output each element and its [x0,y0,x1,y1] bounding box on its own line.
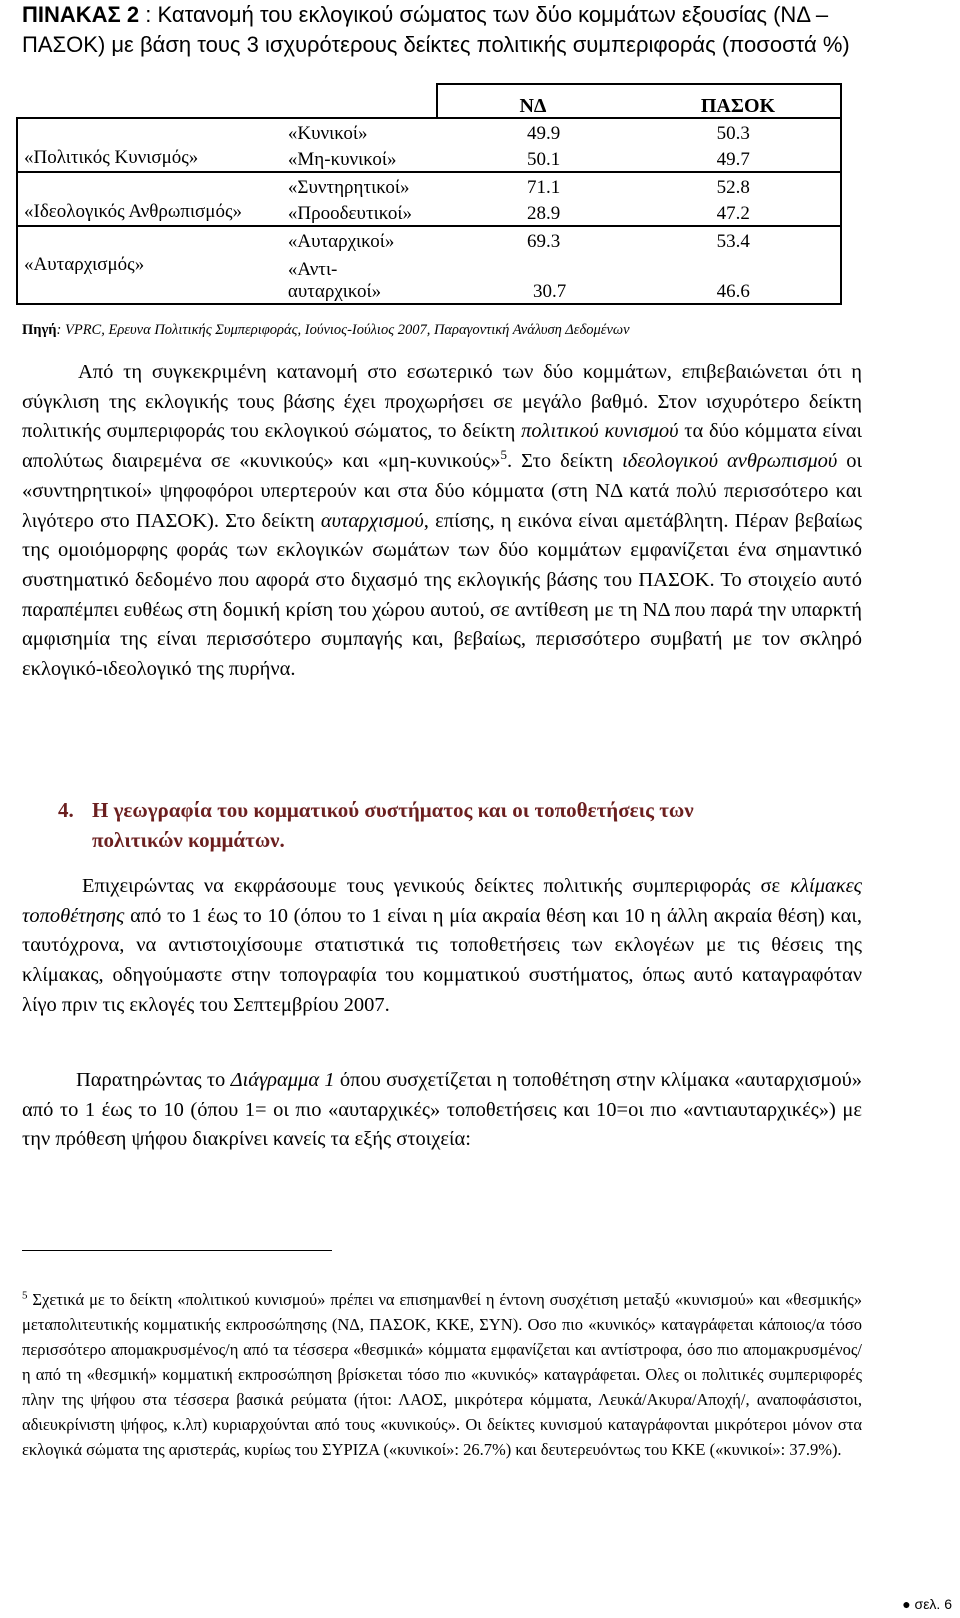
para2-text-c: από το 1 έως το 10 (όπου το 1 είναι η μία ακραία θέση και 10 η άλλη ακραία θέση) και, ταυτόχρονα, να αντιστοιχίσουμε στατιστικά τις τοποθετήσεις των εκλογέων με τις θέσεις της κλίμακας, οδηγούμαστε στην τοπογραφία του κομματικού συστήματος, όπως αυτό καταγραφόταν λίγο πριν τις εκλογές του Σεπτεμβρίου 2007. [22,904,862,1016]
col-pasok-header: ΠΑΣΟΚ [700,95,776,117]
group-label-authoritarianism: «Αυταρχισμός» [17,226,282,304]
row-category-multiline [282,253,437,304]
col-nd-header: ΝΔ [519,95,547,117]
row-pasok-value: 53.4 [621,226,841,253]
row-nd-value: 50.1 [437,145,621,172]
bullet-icon: ● [902,1596,911,1612]
table-row [17,118,841,145]
paragraph-3 [22,1066,862,1155]
row-nd-value: 69.3 [526,231,561,252]
party-header-box [437,84,841,118]
para1-italic-g: αυταρχισμού [320,509,424,532]
table-source [22,320,922,340]
row-category: «Αυταρχικοί» [287,231,395,252]
table-row [17,172,841,199]
group-label-humanism: «Ιδεολογικός Ανθρωπισμός» [17,172,282,226]
para2-italic-b: κλίμακες τοποθέτησης [22,875,862,927]
paragraph-2 [22,872,862,1021]
para3-text-a: Παρατηρώντας το [76,1069,231,1091]
para1-text-h: , επίσης, η εικόνα είναι αμετάβλητη. Πέραν βεβαίως της ομοιόμορφης φοράς των εκλογικών σωμάτων των δύο κομμάτων εμφανίζεται ένα σημαντικό συστηματικό δεδομένο που αφορά στο διχασμό της εκλογικής βάσης του ΠΑΣΟΚ. Το στοιχείο αυτό παραπέμπει ευθέως στη δομική κρίση του χώρου αυτού, σε αντίθεση με τη ΝΔ που παρά την υπαρκτή αμφισημία της είναι περισσότερο συμπαγής και, βεβαίως, περισσότερο συμβατή με τον σκληρό εκλογικό-ιδεολογικό της πυρήνα. [22,509,863,681]
section-heading [58,795,868,855]
group-label-cynicism: «Πολιτικός Κυνισμός» [17,118,282,172]
row-category: «Κυνικοί» [282,118,437,145]
party-distribution-table [16,83,842,305]
table-row [17,226,841,253]
footnote-text: Σχετικά με το δείκτη «πολιτικού κυνισμού» πρέπει να επισημανθεί η έντονη συσχέτιση μεταξύ «κυνισμού» και «θεσμικής» μεταπολιτευτικής κομματικής εκπροσώπησης (ΝΔ, ΠΑΣΟΚ, ΚΚΕ, ΣΥΝ). Οσο πιο «κυνικός» καταγράφεται κάποιος/α τόσο περισσότερο απομακρυσμένος/η από τα τέσσερα «θεσμικά» κόμματα εμφανίζεται και αντίστροφα, όσο πιο απομακρυσμένος/η από τη «θεσμική» κομματική εκπροσώπηση βρίσκεται τόσο πιο «κυνικός» καταγράφεται. Ολες οι πολιτικές συμπεριφορές πλην της ψήφου στα τέσσερα βασικά ρεύματα (ήτοι: ΛΑΟΣ, μικρότερα κόμματα, Λευκά/Ακυρα/Αποχή/, αναποφάσιστοι, αδιευκρίνιστη ψήφος, κ.λπ) κυριαρχούνται από τους «κυνικούς». Οι δείκτες κυνισμού καταγράφονται μικρότεροι μόνον στα εκλογικά σώματα της αριστεράς, κυρίως του ΣΥΡΙΖΑ («κυνικοί»: 26.7%) και δευτερευόντως του ΚΚΕ («κυνικοί»: 37.9%). [22,1290,862,1459]
para1-italic-b: πολιτικού κυνισμού [521,420,679,443]
caption-label: ΠΙΝΑΚΑΣ 2 [22,2,140,27]
footnote [22,1287,862,1462]
para1-italic-e: ιδεολογικού ανθρωπισμού [622,450,838,473]
row-category: «Προοδευτικοί» [282,199,437,226]
para1-text-f: οι «συντηρητικοί» ψηφοφόροι υπερτερούν και στα δύο κόμματα (στη ΝΔ κατά πολύ περισσότερο και λιγότερο στο ΠΑΣΟΚ). Στο δείκτη [22,450,862,532]
paragraph-1 [22,358,862,685]
row-pasok-value: 50.3 [621,118,841,145]
caption-text: : Κατανομή του εκλογικού σώματος των δύο κομμάτων εξουσίας (ΝΔ – ΠΑΣΟΚ) με βάση τους 3 ισχυρότερους δείκτες πολιτικής συμπεριφοράς (ποσοστά %) [22,2,850,57]
para1-text-d: . Στο δείκτη [506,450,623,473]
para3-italic-b: Διάγραμμα 1 [230,1069,335,1091]
row-pasok-value: 49.7 [621,145,841,172]
row-category: «Μη-κυνικοί» [282,145,437,172]
row-category-line2: αυταρχικοί» [287,281,382,302]
para3-text-c: όπου συσχετίζεται η τοποθέτηση στην κλίμακα «αυταρχισμού» από το 1 έως το 10 (όπου 1= οι πιο «αυταρχικές» τοποθετήσεις και 10=οι πιο «αντιαυταρχικές») με την πρόθεση ψήφου διακρίνει κανείς τα εξής στοιχεία: [22,1069,862,1151]
footnote-marker: 5 [22,1289,28,1302]
table-caption [22,0,852,60]
page-number [902,1596,952,1612]
para1-text-c: τα δύο κόμματα είναι απολύτως διαιρεμένα σε «κυνικούς» και «μη-κυνικούς» [22,420,862,473]
footnote-separator [22,1250,332,1251]
row-pasok-value: 47.2 [621,199,841,226]
section-number: 4. [58,798,74,822]
footnote-ref[interactable]: 5 [500,447,507,463]
row-pasok-value: 46.6 [621,253,841,304]
source-text: : VPRC, Ερευνα Πολιτικής Συμπεριφοράς, Ιούνιος-Ιούλιος 2007, Παραγοντική Ανάλυση Δεδομένων [56,322,630,338]
para1-text-a: Από τη συγκεκριμένη κατανομή στο εσωτερικό των δύο κομμάτων, επιβεβαιώνεται ότι η σύγκλιση της εκλογικής τους βάσης έχει προχωρήσει σε μεγάλο βαθμό. Στον ισχυρότερο δείκτη πολιτικής συμπεριφοράς του εκλογικού σώματος, το δείκτη [22,361,862,443]
row-nd-value: 49.9 [437,118,621,145]
row-nd-value: 28.9 [437,199,621,226]
section-title-line2: πολιτικών κομμάτων. [92,828,285,852]
page-number-text: σελ. 6 [914,1596,952,1612]
para2-text-a: Επιχειρώντας να εκφράσουμε τους γενικούς δείκτες πολιτικής συμπεριφοράς σε [82,875,791,897]
row-category: «Συντηρητικοί» [287,177,410,198]
row-nd-value: 71.1 [526,177,561,198]
row-category-line1: «Αντι- [287,259,338,280]
section-title-line1: Η γεωγραφία του κομματικού συστήματος και οι τοποθετήσεις των [92,798,694,822]
source-label: Πηγή [22,322,57,338]
row-nd-value: 30.7 [437,253,621,304]
table-header-row [17,84,841,118]
row-pasok-value: 52.8 [621,172,841,199]
